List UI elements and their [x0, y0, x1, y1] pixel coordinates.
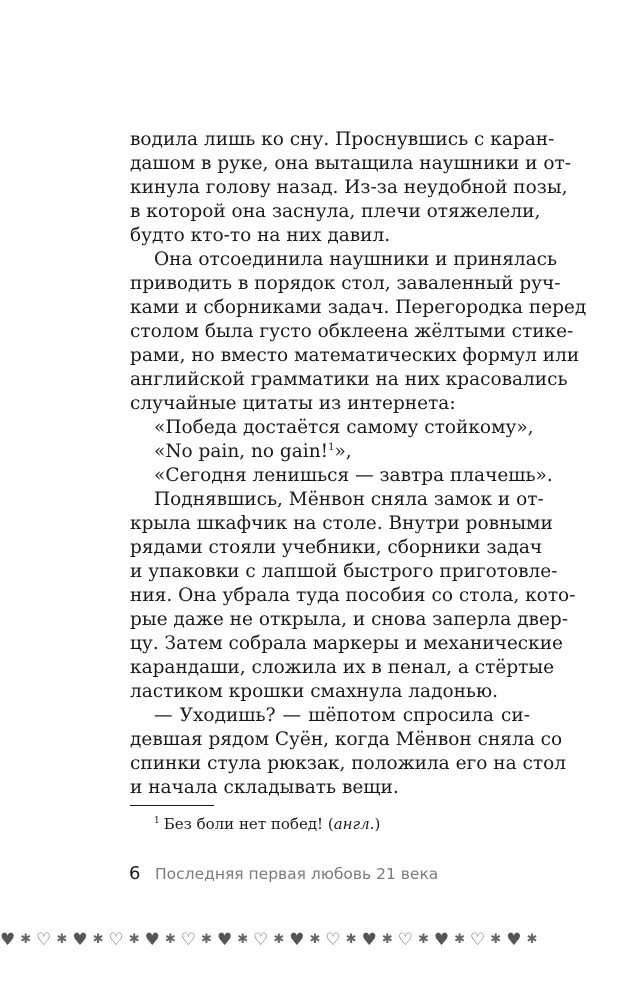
body-line: ластиком крошки смахнула ладонью. — [130, 681, 498, 702]
heart-outline-icon: ♡ — [325, 930, 341, 950]
body-line: ния. Она убрала туда пособия со стола, кото- — [130, 585, 576, 606]
asterisk-icon: ✱ — [273, 932, 285, 947]
body-line: цу. Затем собрала маркеры и механические — [130, 633, 563, 654]
asterisk-icon: ✱ — [490, 932, 502, 947]
heart-outline-icon: ♡ — [108, 930, 124, 950]
body-line: крыла шкафчик на столе. Внутри ровными — [130, 513, 553, 534]
body-line: дашом в руке, она вытащила наушники и от- — [130, 153, 572, 174]
quote-line — [154, 440, 530, 464]
asterisk-icon: ✱ — [128, 932, 140, 947]
heart-outline-icon: ♡ — [470, 930, 486, 950]
heart-filled-icon: ♥ — [216, 930, 233, 950]
asterisk-icon: ✱ — [201, 932, 212, 947]
body-line: приводить в порядок стол, заваленный руч- — [130, 273, 561, 294]
body-line: карандаши, сложила их в пенал, а стёртые — [130, 657, 555, 678]
quote-text: «No pain, no gain! — [154, 441, 329, 462]
asterisk-icon: ✱ — [454, 932, 466, 947]
decorative-ornament-strip — [0, 928, 619, 952]
body-line: кинула голову назад. Из-за неудобной позы, — [130, 177, 568, 198]
asterisk-icon: ✱ — [56, 932, 68, 947]
heart-filled-icon: ♥ — [361, 930, 377, 950]
running-title: Последняя первая любовь 21 века — [155, 865, 439, 883]
body-line: рые даже не открыла, и снова заперла двер- — [130, 609, 568, 630]
footnote-divider — [130, 805, 214, 806]
footnote-close: ) — [374, 815, 381, 833]
footnote-marker: 1 — [328, 442, 335, 453]
asterisk-icon: ✱ — [164, 932, 176, 947]
body-line: ками и сборниками задач. Перегородка перед — [130, 297, 587, 318]
heart-outline-icon: ♡ — [180, 930, 197, 950]
heart-filled-icon: ♥ — [289, 930, 305, 950]
body-line: и начала складывать вещи. — [130, 777, 399, 798]
body-line: водила лишь ко сну. Проснувшись с каран- — [130, 129, 555, 150]
body-line: будто кто-то на них давил. — [130, 225, 391, 246]
asterisk-icon: ✱ — [309, 932, 321, 947]
body-line: английской грамматики на них красовались — [130, 369, 568, 390]
quote-text: », — [334, 441, 352, 462]
body-line: Поднявшись, Мёнвон сняла замок и от- — [154, 489, 544, 510]
asterisk-icon: ✱ — [381, 932, 393, 947]
body-line: спинки стула рюкзак, положила его на стол — [130, 753, 566, 774]
heart-filled-icon: ♥ — [506, 930, 522, 950]
body-line: — Уходишь? — шёпотом спросила си- — [154, 705, 530, 726]
quote-line: «Победа достаётся самому стойкому», — [154, 417, 534, 438]
body-line: и упаковки с лапшой быстрого приготовле- — [130, 561, 558, 582]
heart-outline-icon: ♡ — [397, 930, 413, 950]
body-line: Она отсоединила наушники и принялась — [154, 249, 558, 270]
asterisk-icon: ✱ — [345, 932, 357, 947]
footnote-text: Без боли нет побед! ( — [163, 815, 334, 833]
heart-filled-icon: ♥ — [433, 930, 450, 950]
body-line: столом была густо обклеена жёлтыми стике- — [130, 321, 574, 342]
body-line: случайные цитаты из интернета: — [130, 393, 456, 414]
heart-outline-icon: ♡ — [253, 930, 269, 950]
body-line: девшая рядом Суён, когда Мёнвон сняла со — [130, 729, 563, 750]
asterisk-icon: ✱ — [237, 932, 249, 947]
quote-line: «Сегодня ленишься — завтра плачешь». — [154, 465, 553, 486]
body-line: рами, но вместо математических формул или — [130, 345, 580, 366]
footnote-lang: англ. — [333, 815, 375, 833]
heart-outline-icon: ♡ — [36, 930, 52, 950]
body-line: рядами стояли учебники, сборники задач — [130, 537, 543, 558]
heart-filled-icon: ♥ — [72, 930, 88, 950]
asterisk-icon: ✱ — [526, 932, 538, 947]
asterisk-icon: ✱ — [20, 932, 32, 947]
heart-filled-icon: ♥ — [144, 930, 160, 950]
heart-filled-icon: ♥ — [0, 930, 16, 950]
footnote-mark: 1 — [154, 816, 160, 826]
asterisk-icon: ✱ — [92, 932, 104, 947]
page-number: 6 — [129, 863, 141, 884]
asterisk-icon: ✱ — [417, 932, 429, 947]
footnote — [154, 814, 380, 834]
body-line: в которой она заснула, плечи отяжелели, — [130, 201, 541, 222]
